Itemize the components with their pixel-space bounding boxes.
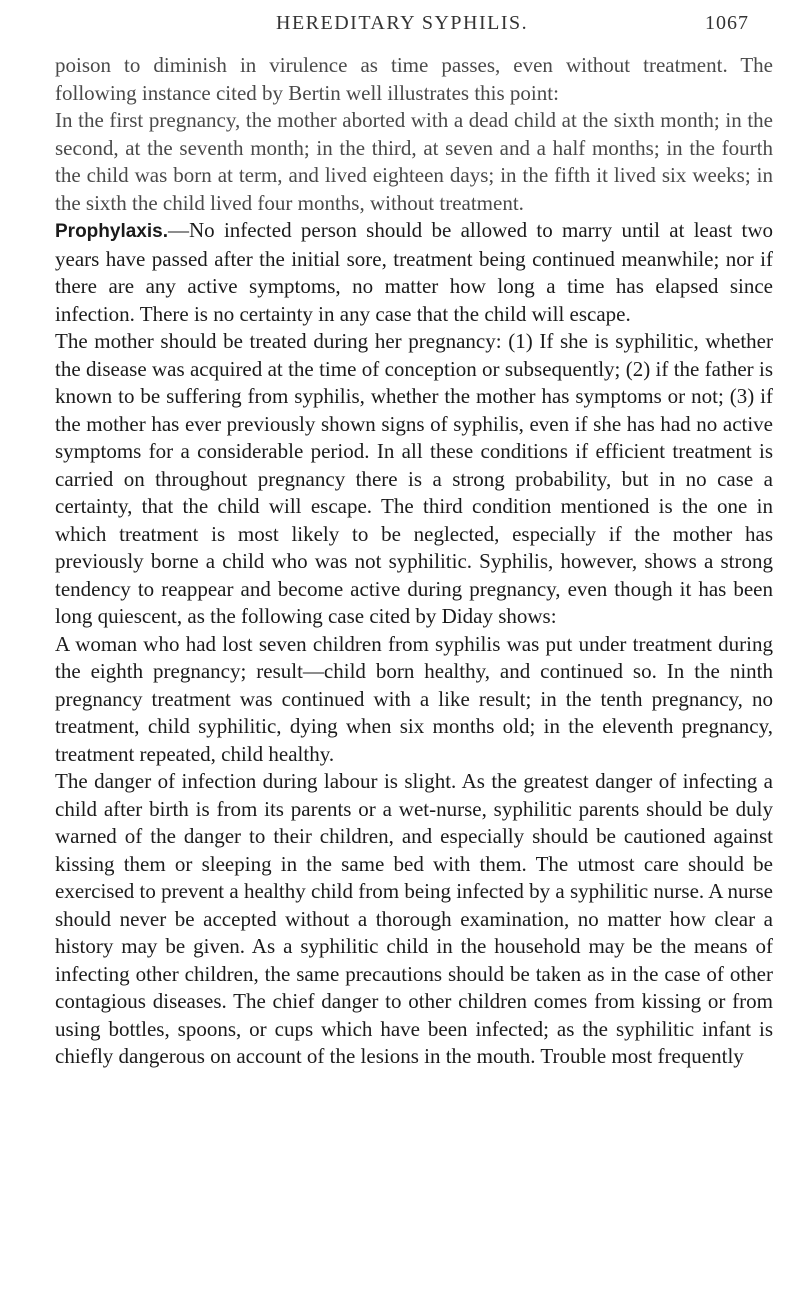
body-text [55, 52, 773, 1071]
page-number: 1067 [705, 12, 749, 34]
paragraph-bertin-case: In the first pregnancy, the mother aborted with a dead child at the sixth month; in the second, at the seventh month; in the third, at seven and a half months; in the fourth the child was born at term, and lived eighteen days; in the fifth it lived six weeks; in the sixth the child lived four months, without treatment. [55, 108, 773, 215]
prophylaxis-text: —No infected person should be allowed to marry until at least two years have passed after the initial sore, treatment being continued meanwhile; nor if there are any active symptoms, no matter how long a time has elapsed since infection. There is no certainty in any case that the child will escape. [55, 218, 773, 326]
running-title: HEREDITARY SYPHILIS. [276, 12, 529, 34]
section-heading-prophylaxis: Prophylaxis. [55, 221, 168, 242]
paragraph-prophylaxis [55, 217, 773, 328]
paragraph-mother-treatment: The mother should be treated during her pregnancy: (1) If she is syphilitic, whether the disease was acquired at the time of conception or subsequently; (2) if the father is known to be suffering from syphilis, whether the mother has symptoms or not; (3) if the mother has ever previously shown signs of syphilis, even if she has had no active symptoms for a considerable period. In all these conditions if efficient treatment is carried on throughout pregnancy there is a strong probability, but in no case a certainty, that the child will escape. The third condition mentioned is the one in which treatment is most likely to be neglected, especially if the mother has previously borne a child who was not syphilitic. Syphilis, however, shows a strong tendency to reappear and become active during pregnancy, even though it has been long quiescent, as the following case cited by Diday shows: [55, 329, 773, 628]
paragraph-infection-danger: The danger of infection during labour is slight. As the greatest danger of infecting a child after birth is from its parents or a wet-nurse, syphilitic parents should be duly warned of the danger to their children, and especially should be cautioned against kissing them or sleeping in the same bed with them. The utmost care should be exercised to prevent a healthy child from being infected by a syphilitic nurse. A nurse should never be accepted without a thorough examination, no matter how clear a history may be given. As a syphilitic child in the household may be the means of infecting other children, the same precautions should be taken as in the case of other contagious diseases. The chief danger to other children comes from kissing or from using bottles, spoons, or cups which have been infected; as the syphilitic infant is chiefly dangerous on account of the lesions in the mouth. Trouble most frequently [55, 769, 773, 1068]
running-head [0, 12, 800, 42]
paragraph-continuation: poison to diminish in virulence as time passes, even without treatment. The following instance cited by Bertin well illustrates this point: [55, 53, 773, 105]
paragraph-diday-case: A woman who had lost seven children from syphilis was put under treatment during the eighth pregnancy; result—child born healthy, and continued so. In the ninth pregnancy treatment was continued with a like result; in the tenth pregnancy, no treatment, child syphilitic, dying when six months old; in the eleventh pregnancy, treatment repeated, child healthy. [55, 631, 773, 766]
